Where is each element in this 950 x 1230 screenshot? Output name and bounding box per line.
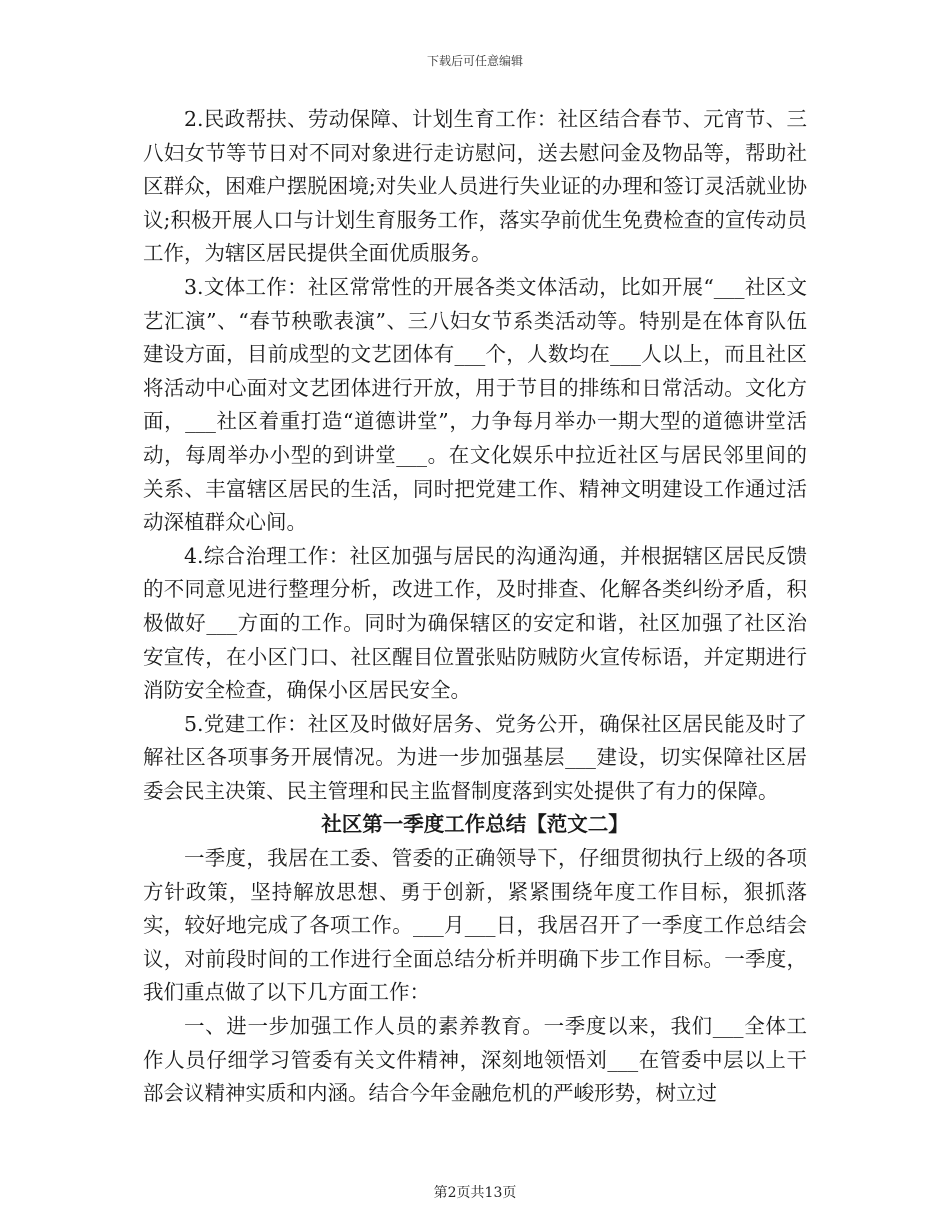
paragraph-culture-sports: 3.文体工作：社区常常性的开展各类文体活动，比如开展“___社区文艺汇演”、“春节秧歌表演”、三八妇女节系类活动等。特别是在体育队伍建设方面，目前成型的文艺团体有___个，人数均在___人以上，而且社区将活动中心面对文艺团体进行开放，用于节目的排练和日常活动。文化方面，___社区着重打造“道德讲堂”，力争每月举办一期大型的道德讲堂活动，每周举办小型的到讲堂___。在文化娱乐中拉近社区与居民邻里间的关系、丰富辖区居民的生活，同时把党建工作、精神文明建设工作通过活动深植群众心间。 (143, 274, 807, 535)
page-footer-number: 第2页共13页 (433, 1185, 517, 1201)
paragraph-party-building: 5.党建工作：社区及时做好居务、党务公开，确保社区居民能及时了解社区各项事务开展情况。为进一步加强基层___建设，切实保障社区居委会民主决策、民主管理和民主监督制度落到实处提供了有力的保障。 (143, 711, 807, 803)
paragraph-intro: 一季度，我居在工委、管委的正确领导下，仔细贯彻执行上级的各项方针政策，坚持解放思想、勇于创新，紧紧围绕年度工作目标，狠抓落实，较好地完成了各项工作。___月___日，我居召开了一季度工作总结会议，对前段时间的工作进行全面总结分析并明确下步工作目标。一季度，我们重点做了以下几方面工作： (143, 846, 807, 1005)
paragraph-item-one: 一、进一步加强工作人员的素养教育。一季度以来，我们___全体工作人员仔细学习管委有关文件精神，深刻地领悟刘___在管委中层以上干部会议精神实质和内涵。结合今年金融危机的严峻形势，树立过 (143, 1014, 807, 1106)
document-body (143, 103, 807, 1111)
paragraph-comprehensive-governance: 4.综合治理工作：社区加强与居民的沟通沟通，并根据辖区居民反馈的不同意见进行整理分析，改进工作，及时排查、化解各类纠纷矛盾，积极做好___方面的工作。同时为确保辖区的安定和谐，社区加强了社区治安宣传，在小区门口、社区醒目位置张贴防贼防火宣传标语，并定期进行消防安全检查，确保小区居民安全。 (143, 543, 807, 703)
paragraph-civil-affairs: 2.民政帮扶、劳动保障、计划生育工作：社区结合春节、元宵节、三八妇女节等节日对不同对象进行走访慰问，送去慰问金及物品等，帮助社区群众，困难户摆脱困境;对失业人员进行失业证的办理和签订灵活就业协议;积极开展人口与计划生育服务工作，落实孕前优生免费检查的宣传动员工作，为辖区居民提供全面优质服务。 (143, 107, 807, 266)
page-header-note: 下载后可任意编辑 (426, 54, 523, 68)
section-heading: 社区第一季度工作总结【范文二】 (321, 812, 629, 837)
